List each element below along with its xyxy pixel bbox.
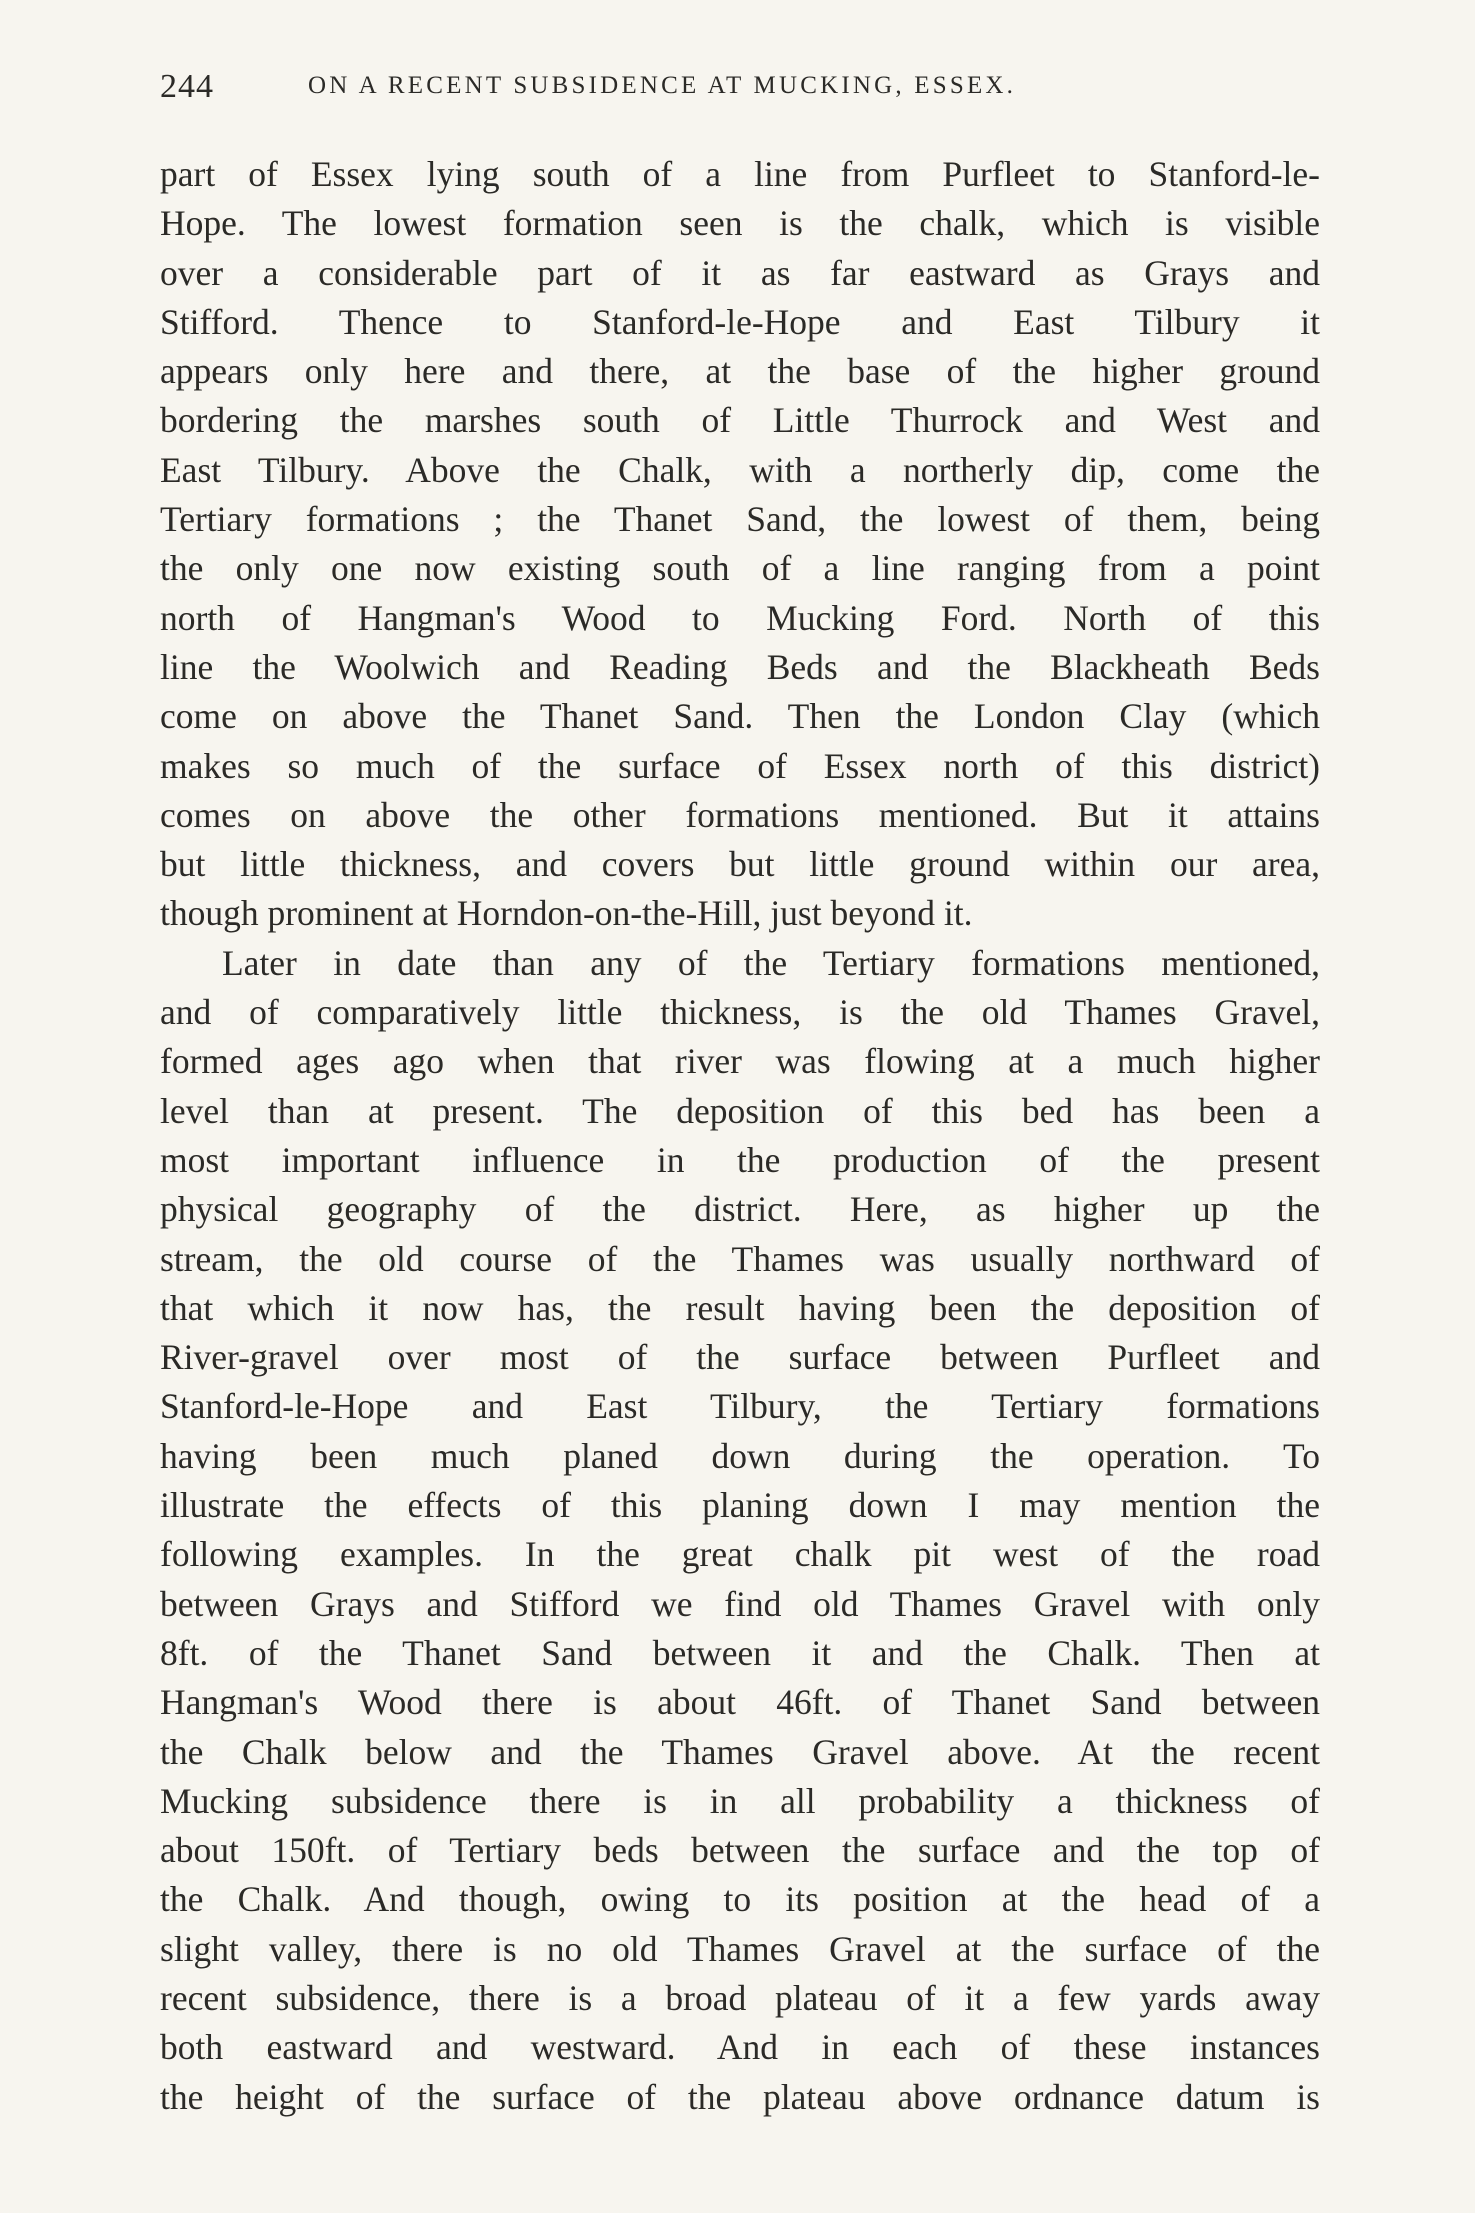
text-line: physical geography of the district. Here, as higher up the [160, 1189, 1320, 1230]
text-line: level than at present. The deposition of this bed has been a [160, 1090, 1320, 1131]
text-line: formed ages ago when that river was flowing at a much higher [160, 1041, 1320, 1082]
text-line: the only one now existing south of a line ranging from a point [160, 548, 1320, 589]
page-header [160, 62, 1320, 112]
text-line: but little thickness, and covers but little ground within our area, [160, 844, 1320, 885]
text-line: stream, the old course of the Thames was usually northward of [160, 1238, 1320, 1279]
text-line: makes so much of the surface of Essex north of this district) [160, 745, 1320, 786]
text-line: Tertiary formations ; the Thanet Sand, the lowest of them, being [160, 499, 1320, 540]
text-line: north of Hangman's Wood to Mucking Ford. North of this [160, 597, 1320, 638]
text-line: East Tilbury. Above the Chalk, with a northerly dip, come the [160, 449, 1320, 490]
text-line: and of comparatively little thickness, is the old Thames Gravel, [160, 992, 1320, 1033]
text-line: part of Essex lying south of a line from Purfleet to Stanford-le- [160, 154, 1320, 194]
text-line: about 150ft. of Tertiary beds between the surface and the top of [160, 1830, 1320, 1871]
body-text [160, 150, 1320, 2122]
text-line: most important influence in the production of the present [160, 1139, 1320, 1180]
text-line: over a considerable part of it as far eastward as Grays and [160, 252, 1320, 293]
text-line: bordering the marshes south of Little Thurrock and West and [160, 400, 1320, 441]
text-line: Mucking subsidence there is in all probability a thickness of [160, 1780, 1320, 1821]
text-line: Hangman's Wood there is about 46ft. of Thanet Sand between [160, 1682, 1320, 1723]
text-line: the height of the surface of the plateau above ordnance datum is [160, 2076, 1320, 2117]
text-line: the Chalk below and the Thames Gravel above. At the recent [160, 1731, 1320, 1772]
text-line: Stanford-le-Hope and East Tilbury, the Tertiary formations [160, 1386, 1320, 1427]
text-line: between Grays and Stifford we find old Thames Gravel with only [160, 1583, 1320, 1624]
page-number: 244 [160, 68, 214, 105]
text-line: Later in date than any of the Tertiary formations mentioned, [222, 942, 1320, 983]
text-line: Hope. The lowest formation seen is the chalk, which is visible [160, 203, 1320, 244]
text-line: slight valley, there is no old Thames Gravel at the surface of the [160, 1928, 1320, 1969]
text-line: line the Woolwich and Reading Beds and the Blackheath Beds [160, 646, 1320, 687]
text-line: both eastward and westward. And in each of these instances [160, 2027, 1320, 2068]
text-line: the Chalk. And though, owing to its position at the head of a [160, 1879, 1320, 1920]
text-line: comes on above the other formations mentioned. But it attains [160, 794, 1320, 835]
text-line: that which it now has, the result having been the deposition of [160, 1287, 1320, 1328]
text-line: illustrate the effects of this planing down I may mention the [160, 1485, 1320, 1526]
text-line: River-gravel over most of the surface between Purfleet and [160, 1337, 1320, 1378]
paragraph-1 [160, 150, 1320, 939]
text-line: appears only here and there, at the base of the higher ground [160, 351, 1320, 392]
running-title: ON A RECENT SUBSIDENCE AT MUCKING, ESSEX. [308, 72, 1017, 99]
text-line: Stifford. Thence to Stanford-le-Hope and East Tilbury it [160, 301, 1320, 342]
text-line: 8ft. of the Thanet Sand between it and the Chalk. Then at [160, 1632, 1320, 1673]
text-line: recent subsidence, there is a broad plateau of it a few yards away [160, 1977, 1320, 2018]
text-line: though prominent at Horndon-on-the-Hill, just beyond it. [160, 893, 973, 934]
paragraph-2 [160, 939, 1320, 2122]
text-line: following examples. In the great chalk pit west of the road [160, 1534, 1320, 1575]
text-line: come on above the Thanet Sand. Then the London Clay (which [160, 696, 1320, 737]
text-line: having been much planed down during the operation. To [160, 1435, 1320, 1476]
